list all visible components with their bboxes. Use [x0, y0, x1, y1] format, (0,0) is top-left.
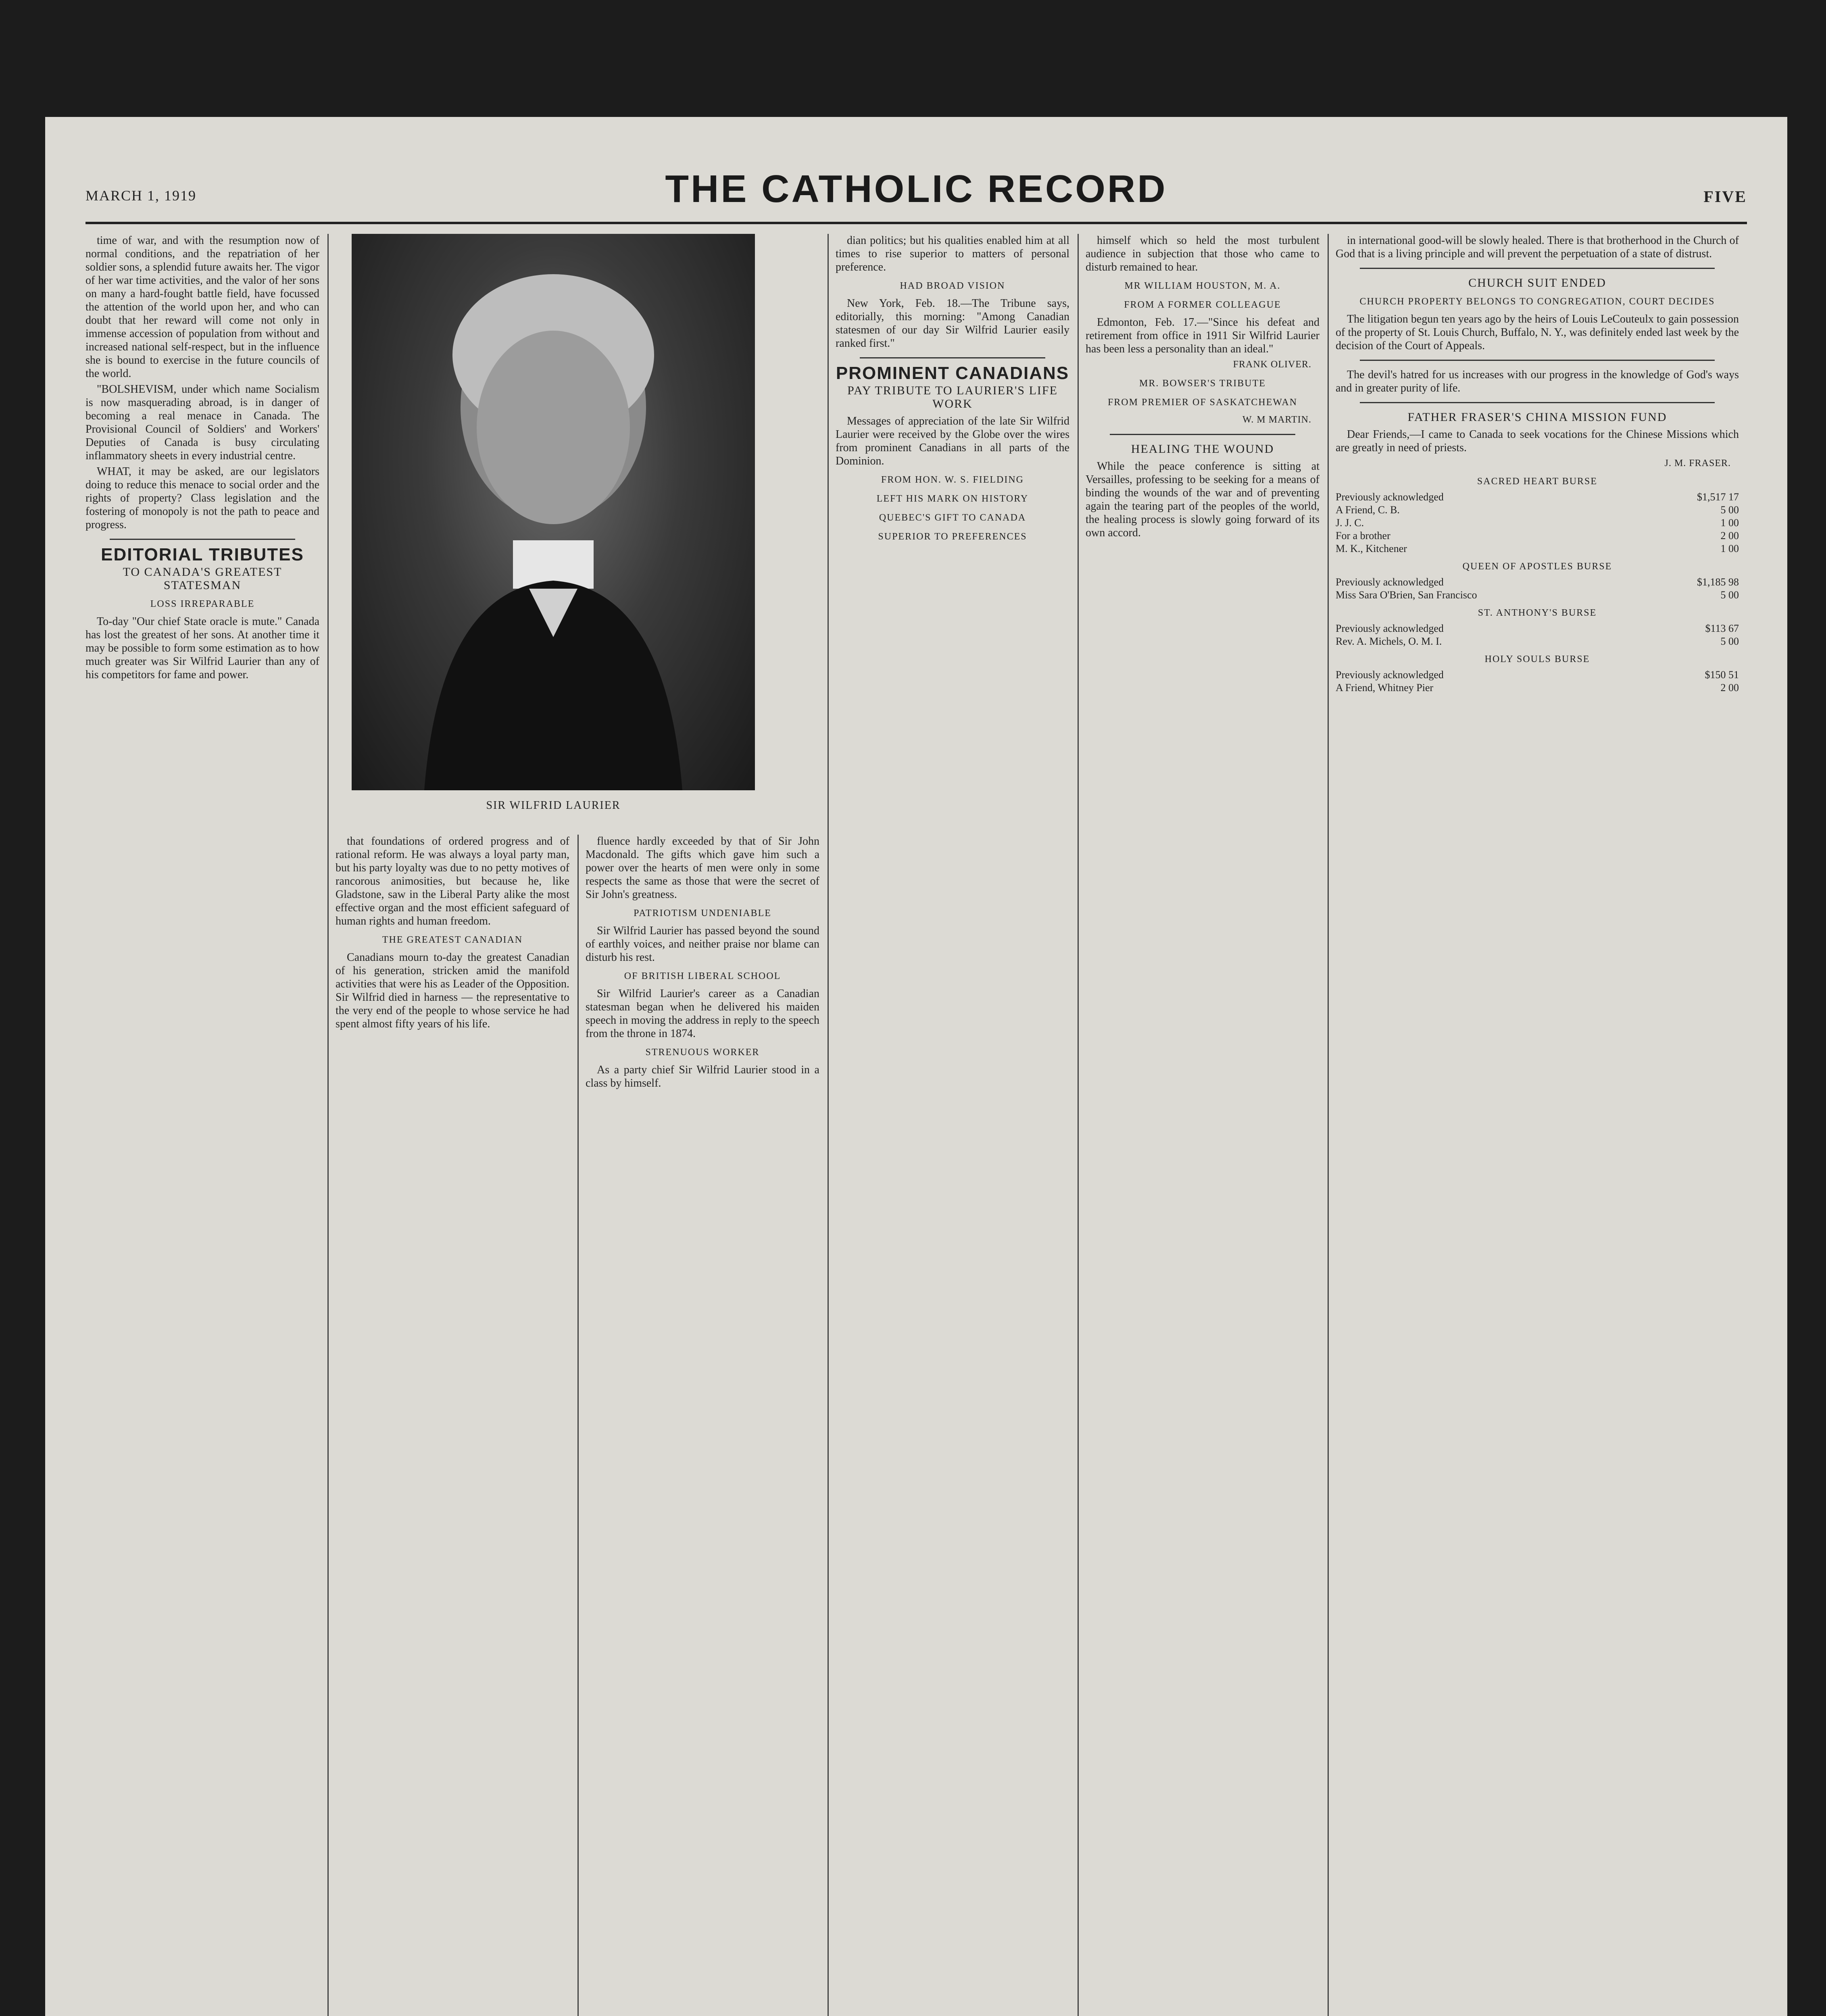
burse-entry — [1336, 635, 1739, 648]
st-anthony-burse-heading: ST. ANTHONY'S BURSE — [1478, 608, 1597, 618]
burse-entry — [1336, 622, 1739, 635]
burse-entry-amount: $150 51 — [1705, 669, 1739, 681]
page-header — [85, 161, 1747, 224]
col4-paragraph-3: Messages of appreciation of the late Sir Wilfrid Laurier were received by the Globe over the wires from prominent Canadians in all parts of the Dominion. — [836, 415, 1069, 467]
col1-paragraph-1: time of war, and with the resumption now of normal conditions, and the repatriation of her soldier sons, a splendid future awaits her. The vigor of her war time activities, and the valor of her sons on many a hard-fought battle field, have focussed the attention of the world upon her, and who can doubt that her reward will come not only in immense accession of population from without and increased national self-respect, but in the influence she is bound to exercise in the future councils of the world. — [85, 234, 319, 380]
section-divider — [1360, 360, 1715, 361]
portrait-caption: SIR WILFRID LAURIER — [486, 799, 621, 812]
col2-paragraph-1: that foundations of ordered progress and of rational reform. He was always a loyal party man, but his party loyalty was due to no petty motives of rancorous animosities, but because he, like Gladstone, saw in the Liberal Party alike the most effective organ and the most efficient safeguard of human rights and human freedom. — [336, 835, 569, 927]
burse-entry-amount: 1 00 — [1720, 517, 1739, 529]
loss-irreparable-heading: LOSS IRREPARABLE — [150, 599, 255, 609]
col3-paragraph-2: Sir Wilfrid Laurier has passed beyond the sound of earthly voices, and neither praise nor blame can disturb his rest. — [586, 925, 819, 964]
burse-entry — [1336, 504, 1739, 516]
column-divider — [828, 234, 829, 2016]
burse-entry-amount: $1,185 98 — [1697, 576, 1739, 588]
statesman-subheading: TO CANADA'S GREATEST STATESMAN — [123, 565, 282, 592]
burse-entry-label: Previously acknowledged — [1336, 669, 1444, 681]
church-property-subheading: CHURCH PROPERTY BELONGS TO CONGREGATION, COURT DECIDES — [1359, 296, 1715, 307]
signature-martin: W. M MARTIN. — [1242, 414, 1311, 425]
st-anthony-burse-list — [1336, 622, 1739, 648]
tribute-subheading: PAY TRIBUTE TO LAURIER'S LIFE WORK — [847, 384, 1058, 410]
col6-paragraph-3: The devil's hatred for us increases with our progress in the knowledge of God's ways and in greater purity of life. — [1336, 369, 1739, 394]
column-divider — [327, 234, 329, 2016]
col3-paragraph-4: As a party chief Sir Wilfrid Laurier stood in a class by himself. — [586, 1064, 819, 1089]
newspaper-page — [45, 117, 1787, 2016]
portrait-box — [352, 234, 755, 823]
section-divider — [110, 539, 295, 540]
saskatchewan-heading: FROM PREMIER OF SASKATCHEWAN — [1107, 397, 1298, 408]
burse-entry-amount: 5 00 — [1720, 589, 1739, 601]
burse-entry — [1336, 529, 1739, 542]
column-6 — [1336, 234, 1739, 2016]
editorial-tributes-heading: EDITORIAL TRIBUTES — [101, 545, 304, 564]
col1-paragraph-3: WHAT, it may be asked, are our legislators doing to reduce this menace to social order and the rights of property? Class legislation and the fostering of monopoly is not the path to peace and progress. — [85, 465, 319, 531]
col1-paragraph-4: To-day "Our chief State oracle is mute." Canada has lost the greatest of her sons. At another time it may be possible to form some estimation as to how much greater was Sir Wilfrid Laurier than any of his competitors for fame and power. — [85, 615, 319, 681]
burse-entry-label: Previously acknowledged — [1336, 623, 1444, 634]
former-colleague-heading: FROM A FORMER COLLEAGUE — [1124, 300, 1281, 310]
column-4 — [836, 234, 1069, 2016]
burse-entry — [1336, 576, 1739, 589]
col3-paragraph-1: fluence hardly exceeded by that of Sir John Macdonald. The gifts which gave him such a power over the hearts of men were only in some respects the same as those that were the secret of Sir John's greatness. — [586, 835, 819, 901]
church-suit-heading: CHURCH SUIT ENDED — [1468, 276, 1606, 289]
sacred-heart-burse-list — [1336, 491, 1739, 555]
burse-entry — [1336, 589, 1739, 602]
col5-paragraph-3: While the peace conference is sitting at Versailles, professing to be seeking for a means of binding the wounds of the war and of preventing again the tearing part of the peoples of the world, the healing process is slowly going forward of its own accord. — [1086, 460, 1319, 539]
burse-entry-label: J. J. C. — [1336, 517, 1364, 529]
burse-entry-label: Previously acknowledged — [1336, 491, 1444, 503]
section-divider — [1360, 268, 1715, 269]
masthead: THE CATHOLIC RECORD — [665, 167, 1167, 210]
prominent-canadians-heading: PROMINENT CANADIANS — [836, 363, 1069, 383]
signature-oliver: FRANK OLIVER. — [1233, 359, 1311, 370]
burse-entry — [1336, 516, 1739, 529]
burse-entry-label: A Friend, Whitney Pier — [1336, 682, 1434, 694]
patriotism-heading: PATRIOTISM UNDENIABLE — [634, 908, 771, 918]
burse-entry-label: Previously acknowledged — [1336, 576, 1444, 588]
left-mark-heading: LEFT HIS MARK ON HISTORY — [876, 494, 1029, 504]
col5-paragraph-1: himself which so held the most turbulent audience in subjection that those who came to disturb remained to hear. — [1086, 234, 1319, 273]
signature-fraser: J. M. FRASER. — [1664, 458, 1731, 469]
burse-entry-amount: $113 67 — [1705, 623, 1739, 634]
col3-paragraph-3: Sir Wilfrid Laurier's career as a Canadian statesman began when he delivered his maiden speech in moving the address in reply to the speech from the throne in 1874. — [586, 987, 819, 1040]
column-3 — [586, 835, 819, 2016]
col6-paragraph-1: in international good-will be slowly healed. There is that brotherhood in the Church of God that is a living principle and will prevent the perpetuation of a state of distrust. — [1336, 234, 1739, 260]
houston-heading: MR WILLIAM HOUSTON, M. A. — [1124, 281, 1281, 291]
liberal-school-heading: OF BRITISH LIBERAL SCHOOL — [624, 971, 781, 981]
col5-paragraph-2: Edmonton, Feb. 17.—"Since his defeat and retirement from office in 1911 Sir Wilfrid Laurier has been less a personality than an ideal." — [1086, 316, 1319, 355]
column-5 — [1086, 234, 1319, 2016]
col2-paragraph-2: Canadians mourn to-day the greatest Canadian of his generation, stricken amid the manifold activities that were his as Leader of the Opposition. Sir Wilfrid died in harness — the representative to the very end of the people to whose service he had spent almost fifty years of his life. — [336, 951, 569, 1030]
burse-entry-label: M. K., Kitchener — [1336, 543, 1407, 554]
col4-paragraph-1: dian politics; but his qualities enabled him at all times to rise superior to matters of personal preference. — [836, 234, 1069, 273]
page-number: FIVE — [1703, 187, 1747, 206]
burse-entry-amount: 2 00 — [1720, 682, 1739, 694]
burse-entry-label: For a brother — [1336, 530, 1390, 541]
burse-entry-amount: 5 00 — [1720, 635, 1739, 647]
burse-entry — [1336, 542, 1739, 555]
fielding-heading: FROM HON. W. S. FIELDING — [881, 475, 1024, 485]
section-divider — [1360, 402, 1715, 403]
china-mission-heading: FATHER FRASER'S CHINA MISSION FUND — [1407, 410, 1667, 424]
broad-vision-heading: HAD BROAD VISION — [900, 281, 1005, 291]
column-divider — [1328, 234, 1329, 2016]
queen-apostles-burse-heading: QUEEN OF APOSTLES BURSE — [1462, 561, 1612, 572]
sacred-heart-burse-heading: SACRED HEART BURSE — [1477, 476, 1598, 487]
bowser-heading: MR. BOWSER'S TRIBUTE — [1139, 378, 1266, 389]
burse-entry — [1336, 669, 1739, 681]
section-divider — [1110, 434, 1295, 435]
laurier-portrait — [352, 234, 755, 790]
holy-souls-burse-list — [1336, 669, 1739, 694]
healing-wound-heading: HEALING THE WOUND — [1131, 442, 1274, 456]
col1-paragraph-2: "BOLSHEVISM, under which name Socialism is now masquerading abroad, is in danger of becoming a real menace in Canada. The Provisional Council of Soldiers' and Workers' Deputies of Canada is busy circulating inflammatory sheets in every industrial centre. — [85, 383, 319, 462]
column-divider — [577, 835, 579, 2016]
burse-entry-amount: $1,517 17 — [1697, 491, 1739, 503]
holy-souls-burse-heading: HOLY SOULS BURSE — [1484, 654, 1590, 664]
burse-entry-label: Miss Sara O'Brien, San Francisco — [1336, 589, 1477, 601]
burse-entry-label: A Friend, C. B. — [1336, 504, 1400, 516]
issue-date: MARCH 1, 1919 — [85, 187, 197, 204]
section-divider — [860, 357, 1045, 358]
greatest-canadian-heading: THE GREATEST CANADIAN — [382, 935, 523, 945]
burse-entry-amount: 1 00 — [1720, 543, 1739, 554]
col6-paragraph-4: Dear Friends,—I came to Canada to seek vocations for the Chinese Missions which are greatly in need of priests. — [1336, 428, 1739, 454]
burse-entry-amount: 2 00 — [1720, 530, 1739, 541]
superior-heading: SUPERIOR TO PREFERENCES — [878, 531, 1027, 542]
burse-entry-amount: 5 00 — [1720, 504, 1739, 516]
column-2 — [336, 835, 569, 2016]
burse-entry — [1336, 681, 1739, 694]
strenuous-worker-heading: STRENUOUS WORKER — [645, 1047, 760, 1058]
column-1 — [85, 234, 319, 2016]
quebec-gift-heading: QUEBEC'S GIFT TO CANADA — [879, 512, 1026, 523]
queen-apostles-burse-list — [1336, 576, 1739, 602]
col6-paragraph-2: The litigation begun ten years ago by the heirs of Louis LeCouteulx to gain possession of the property of St. Louis Church, Buffalo, N. Y., was definitely ended last week by the decision of the Court of Appeals. — [1336, 313, 1739, 352]
column-divider — [1078, 234, 1079, 2016]
burse-entry-label: Rev. A. Michels, O. M. I. — [1336, 635, 1442, 647]
burse-entry — [1336, 491, 1739, 504]
col4-paragraph-2: New York, Feb. 18.—The Tribune says, editorially, this morning: "Among Canadian statesmen of our day Sir Wilfrid Laurier easily ranked first." — [836, 297, 1069, 350]
